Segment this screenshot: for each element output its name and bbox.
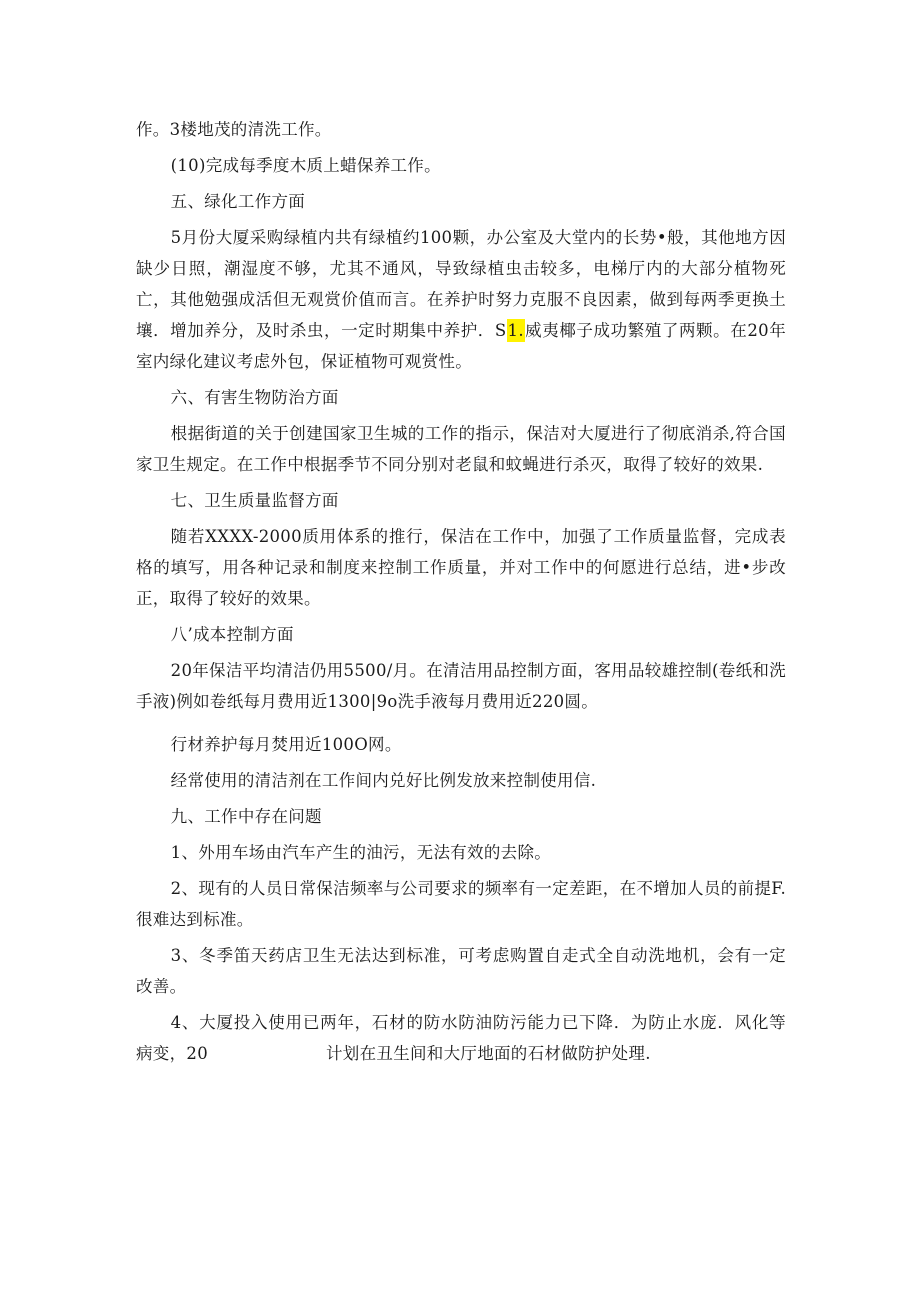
section-heading-pest-control: 六、有害生物防治方面 [170, 388, 339, 407]
problem-item-4-text-b: 计划在丑生间和大厅地面的石材做防护处理. [326, 1044, 651, 1063]
highlighted-text: 1. [507, 321, 524, 340]
section-heading-problems: 九、工作中存在问题 [170, 807, 322, 826]
section-heading-cost: 八’成本控制方面 [170, 625, 294, 644]
paragraph-cost: 20年保洁平均清洁仍用5500/月。在清洁用品控制方面，客用品较雄控制(卷纸和洗手液)例如卷纸每月费用近1300|9o洗手液每月费用近220圆。 [136, 661, 786, 711]
problem-item-1: 1、外用车场由汽车产生的油污，无法有效的去除。 [170, 843, 552, 862]
section-heading-greening: 五、绿化工作方面 [170, 192, 306, 211]
paragraph-continuation: 作。3楼地茂的清洗工作。 [136, 120, 332, 139]
paragraph-quality: 随若XXXX-2000质用体系的推行，保洁在工作中，加强了工作质量监督，完成表格的填写，用各种记录和制度来控制工作质量，并对工作中的何愿进行总结，进•步改正，取得了较好的效果。 [136, 527, 786, 608]
paragraph-greening-text-a: 5月份大厦采购绿植内共有绿植约100颗，办公室及大堂内的长势•般，其他地方因缺少日照，潮湿度不够，尤其不通风，导致绿植虫击较多，电梯厅内的大部分植物死亡，其他勉强成活但无观赏价值而言。在养护时努力克服不良因素，做到每两季更换土壤．增加养分，及时杀虫，一定时期集中养护．S [136, 228, 786, 340]
problem-item-4-text-a: 4、大厦投入使用已两年，石材的防水防油防污能力已下降．为防止水庞．风化等病变，20 [136, 1013, 786, 1063]
paragraph-greening [136, 222, 786, 377]
paragraph-item-10: (10)完成每季度木质上蜡保养工作。 [170, 156, 441, 175]
problem-item-2: 2、现有的人员日常保洁频率与公司要求的频率有一定差距，在不增加人员的前提F.很难达到标准。 [136, 879, 786, 929]
paragraph-stone-maintenance: 行材养护每月焚用近100O网。 [170, 735, 402, 754]
section-heading-quality: 七、卫生质量监督方面 [170, 491, 339, 510]
document-body [136, 114, 786, 1074]
paragraph-pest-control: 根据街道的关于创建国家卫生城的工作的指示，保洁对大厦进行了彻底消杀,符合国家卫生规定。在工作中根据季节不同分别对老鼠和蚊蝇进行杀灭，取得了较好的效果. [136, 424, 786, 474]
paragraph-greening-text-b: 威夷椰子成功繁殖了两颗。在20年室内绿化建议考虑外包，保证植物可观赏性。 [136, 321, 787, 371]
paragraph-cleaning-agent: 经常使用的清洁剂在工作间内兑好比例发放来控制使用信. [170, 771, 597, 790]
problem-item-3: 3、冬季笛天药店卫生无法达到标准，可考虑购置自走式全自动洗地机，会有一定改善。 [136, 946, 786, 996]
problem-item-4 [136, 1007, 786, 1069]
